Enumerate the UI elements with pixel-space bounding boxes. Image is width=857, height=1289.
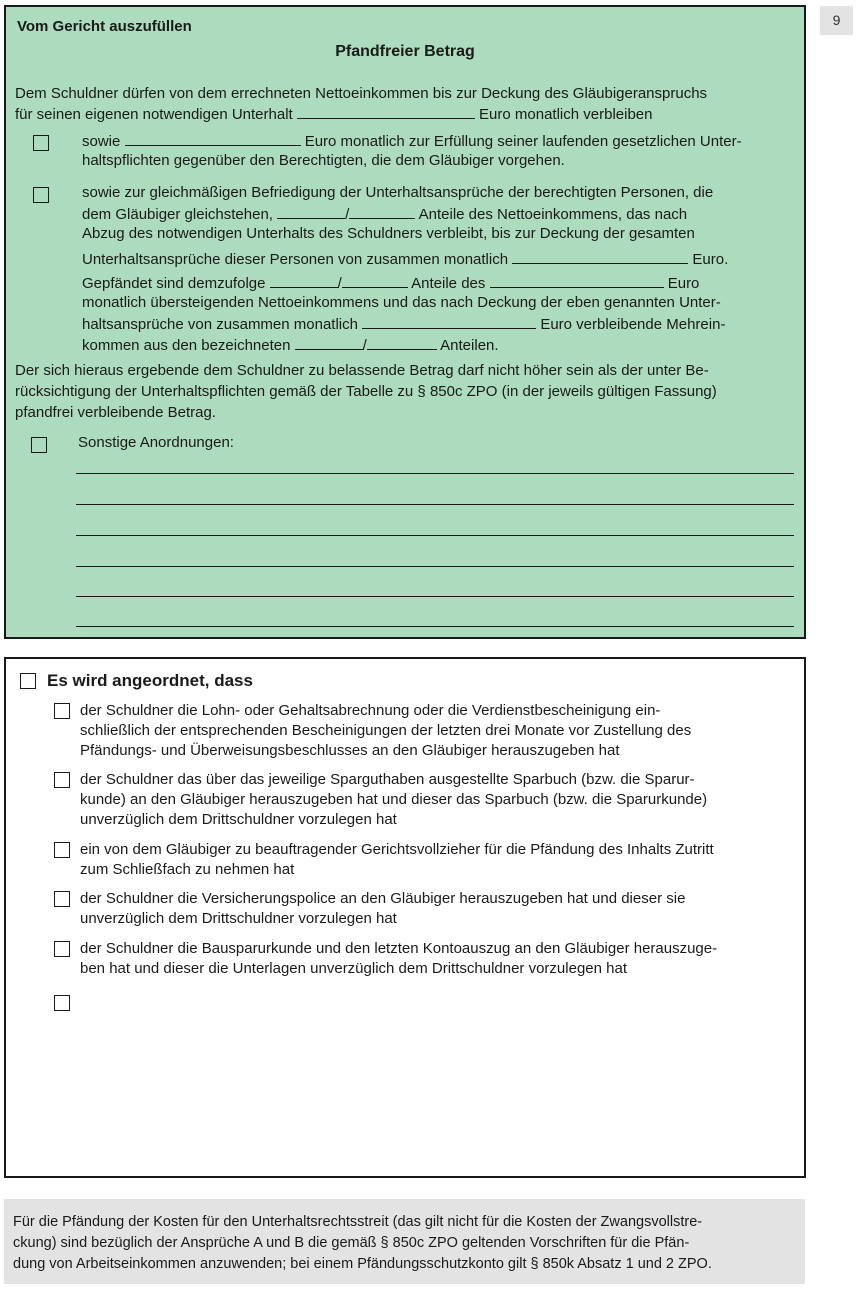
other-orders-line[interactable] (76, 566, 794, 567)
order-item-5 (80, 939, 717, 979)
order-item-2 (80, 770, 707, 830)
order-item-text: ein von dem Gläubiger zu beauftragender Gerichtsvollzieher für die Pfändung des Inhalts Zutritt (80, 841, 714, 858)
share-numerator-field[interactable] (277, 204, 345, 219)
order-item-3 (80, 840, 714, 880)
footer-note (4, 1199, 805, 1284)
footer-note-line: Für die Pfändung der Kosten für den Unterhaltsrechtsstreit (das gilt nicht für die Kosten der Zwangsvollstre- (13, 1214, 703, 1230)
option2-line3: Abzug des notwendigen Unterhalts des Schuldners verbleibt, bis zur Deckung der gesamten (82, 225, 695, 242)
order-item-checkbox[interactable] (54, 941, 70, 957)
order-item-text: der Schuldner die Lohn- oder Gehaltsabrechnung oder die Verdienstbescheinigung ein- (80, 702, 661, 719)
other-orders-checkbox[interactable] (31, 437, 47, 453)
order-item-checkbox[interactable] (54, 891, 70, 907)
order-item-text: der Schuldner die Versicherungspolice an den Gläubiger herauszugeben hat und dieser sie (80, 890, 686, 907)
order-item-text: der Schuldner das über das jeweilige Sparguthaben ausgestellte Sparbuch (bzw. die Sparur- (80, 771, 695, 788)
order-item-text: kunde) an den Gläubiger herauszugeben hat und dieser das Sparbuch (bzw. die Sparurkunde) (80, 791, 708, 808)
order-item-text: Pfändungs- und Überweisungsbeschlusses an den Gläubiger herauszugeben hat (80, 742, 620, 759)
equal-maintenance-checkbox[interactable] (33, 187, 49, 203)
other-orders-line[interactable] (76, 473, 794, 474)
limit-text-2: rücksichtigung der Unterhaltspflichten gemäß der Tabelle zu § 850c ZPO (in der jeweils gültigen Fassung) (15, 383, 717, 400)
order-item-text: unverzüglich dem Drittschuldner vorzulegen hat (80, 910, 397, 927)
order-heading: Es wird angeordnet, dass (47, 671, 253, 690)
order-item-free-text-area[interactable] (80, 991, 790, 1161)
intro-text: Dem Schuldner dürfen von dem errechneten Nettoeinkommen bis zur Deckung des Gläubigeranspruchs (15, 85, 708, 102)
limit-text-3: pfandfrei verbleibende Betrag. (15, 404, 216, 421)
other-orders-label: Sonstige Anordnungen: (78, 434, 234, 451)
own-maintenance-amount-field[interactable] (297, 104, 475, 119)
seized-share-denominator-field[interactable] (342, 273, 408, 288)
remaining-amount-field[interactable] (362, 314, 536, 329)
order-item-checkbox-empty[interactable] (54, 995, 70, 1011)
option2-line6: monatlich übersteigenden Nettoeinkommens und das nach Deckung der eben genannten Unter- (82, 294, 721, 311)
order-item-checkbox[interactable] (54, 772, 70, 788)
additional-share-numerator-field[interactable] (295, 335, 363, 350)
additional-share-denominator-field[interactable] (367, 335, 437, 350)
option2-line4: Unterhaltsansprüche dieser Personen von zusammen monatlich Euro. (82, 251, 729, 268)
priority-maintenance-checkbox[interactable] (33, 135, 49, 151)
option2-line7: haltsansprüche von zusammen monatlich Euro verbleibende Mehrein- (82, 316, 726, 333)
court-section (4, 5, 806, 639)
seized-share-numerator-field[interactable] (270, 273, 338, 288)
order-section (4, 657, 806, 1178)
option2-line5: Gepfändet sind demzufolge / Anteile des Euro (82, 275, 700, 292)
other-orders-line[interactable] (76, 535, 794, 536)
order-item-checkbox[interactable] (54, 703, 70, 719)
other-orders-line[interactable] (76, 504, 794, 505)
order-checkbox[interactable] (20, 673, 36, 689)
footer-note-line: dung von Arbeitseinkommen anzuwenden; bei einem Pfändungsschutzkonto gilt § 850k Absatz 1 und 2 ZPO. (13, 1256, 712, 1272)
order-item-text: zum Schließfach zu nehmen hat (80, 861, 295, 878)
order-item-text: ben hat und dieser die Unterlagen unverzüglich dem Drittschuldner vorzulegen hat (80, 960, 627, 977)
footer-note-line: ckung) sind bezüglich der Ansprüche A und B die gemäß § 850c ZPO geltenden Vorschriften für die Pfän- (13, 1235, 690, 1251)
order-item-checkbox[interactable] (54, 842, 70, 858)
section-title: Pfandfreier Betrag (335, 43, 475, 60)
page-number: 9 (820, 6, 853, 35)
option2-line1: sowie zur gleichmäßigen Befriedigung der Unterhaltsansprüche der berechtigten Personen, die (82, 184, 714, 201)
order-item-text: der Schuldner die Bausparurkunde und den letzten Kontoauszug an den Gläubiger herauszuge- (80, 940, 718, 957)
order-item-text: schließlich der entsprechenden Bescheinigungen der letzten drei Monate vor Zustellung des (80, 722, 692, 739)
exceeding-income-amount-field[interactable] (490, 273, 664, 288)
option1-line1: sowie Euro monatlich zur Erfüllung seiner laufenden gesetzlichen Unter- (82, 133, 742, 150)
order-item-1 (80, 701, 691, 761)
court-header: Vom Gericht auszufüllen (17, 18, 192, 35)
option2-line2: dem Gläubiger gleichstehen, / Anteile des Nettoeinkommens, das nach (82, 206, 688, 223)
priority-maintenance-amount-field[interactable] (125, 131, 301, 146)
other-orders-line[interactable] (76, 596, 794, 597)
option2-line8: kommen aus den bezeichneten / Anteilen. (82, 337, 499, 354)
share-denominator-field[interactable] (349, 204, 415, 219)
total-maintenance-amount-field[interactable] (512, 249, 688, 264)
intro-text-2: für seinen eigenen notwendigen Unterhalt Euro monatlich verbleiben (15, 106, 653, 123)
order-item-4 (80, 889, 685, 929)
option1-line2: haltspflichten gegenüber den Berechtigten, die dem Gläubiger vorgehen. (82, 152, 565, 169)
order-item-text: unverzüglich dem Drittschuldner vorzulegen hat (80, 811, 397, 828)
other-orders-line[interactable] (76, 626, 794, 627)
limit-text-1: Der sich hieraus ergebende dem Schuldner zu belassende Betrag darf nicht höher sein als der unter Be- (15, 362, 709, 379)
